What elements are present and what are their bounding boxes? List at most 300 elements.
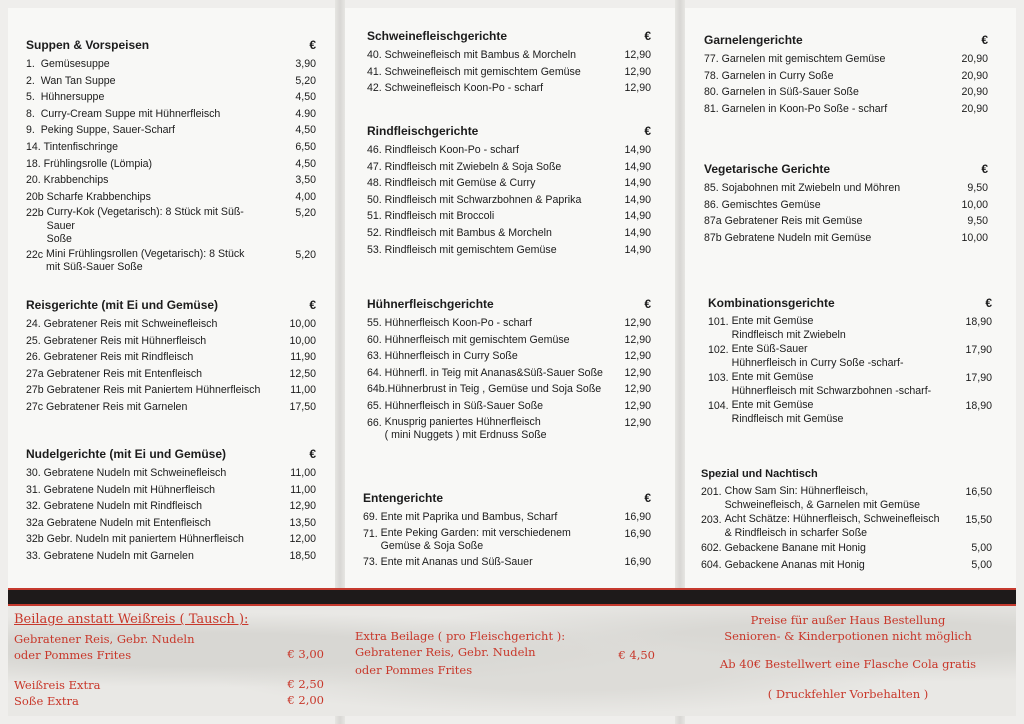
item-name: Gebratene Nudeln mit Schweinefleisch: [43, 467, 227, 479]
menu-item: [704, 213, 988, 230]
menu-item-text: [708, 314, 948, 342]
menu-item-text: [26, 482, 272, 499]
weissreis-label: Weißreis Extra: [14, 678, 101, 692]
item-price: 5,00: [971, 542, 992, 554]
item-number: 51.: [367, 210, 385, 223]
menu-item-text: [26, 382, 272, 399]
item-number: 22b: [26, 207, 47, 220]
item-name: Garnelen mit gemischtem Gemüse: [721, 53, 886, 65]
menu-item-text: [26, 89, 272, 106]
item-name: Ente Peking Garden: mit verschiedenem Gemüse & Soja Soße: [380, 526, 571, 553]
item-number: 85.: [704, 182, 722, 194]
item-number: 64.: [367, 366, 385, 379]
item-number: 24.: [26, 318, 44, 330]
item-price: 20,90: [961, 86, 988, 99]
item-name: Rindfleisch mit Bambus & Morcheln: [384, 226, 552, 239]
item-name: Schweinefleisch Koon-Po - scharf: [384, 82, 544, 95]
menu-item-text: [708, 342, 948, 370]
weissreis-price: € 2,50: [287, 677, 324, 691]
item-price: 12,90: [624, 65, 651, 78]
menu-item-text: [367, 348, 607, 365]
section-suppen: [26, 38, 316, 275]
menu-item: [26, 56, 316, 73]
menu-item-text: [701, 512, 948, 540]
menu-item: [26, 139, 316, 156]
item-number: 104.: [708, 400, 732, 412]
item-name: Garnelen in Süß-Sauer Soße: [721, 86, 859, 99]
item-name: Rindfleisch mit gemischtem Gemüse: [384, 243, 557, 256]
item-number: 32a: [26, 516, 47, 529]
item-name: Peking Suppe, Sauer-Scharf: [40, 124, 176, 137]
item-number: 41.: [367, 65, 385, 78]
extra-line: Extra Beilage ( pro Fleischgericht ):: [355, 629, 566, 643]
item-name: Gebratener Reis mit Entenfleisch: [46, 367, 203, 380]
footer: [8, 606, 1016, 716]
extra-line: Gebratener Reis, Gebr. Nudeln: [355, 645, 536, 659]
menu-item: [26, 465, 316, 482]
item-price: 20,90: [961, 53, 988, 65]
item-price: 14,90: [624, 226, 651, 239]
menu-item: [26, 247, 316, 275]
item-price: 17,90: [965, 372, 992, 384]
menu-item: [363, 526, 651, 554]
item-price: 12,90: [289, 500, 316, 513]
item-price: 4,50: [295, 157, 316, 170]
item-number: 80.: [704, 86, 722, 99]
item-price: 14,90: [624, 193, 651, 206]
menu-item: [26, 531, 316, 548]
menu-item-text: [701, 484, 948, 512]
section-nudelgerichte: [26, 447, 316, 565]
menu-item: [363, 554, 651, 571]
item-name: Gebratener Reis mit Garnelen: [46, 400, 188, 413]
item-price: 12,90: [624, 82, 651, 95]
menu-item-text: [26, 122, 272, 139]
sosse-price: € 2,00: [287, 693, 324, 707]
item-price: 16,90: [624, 555, 651, 568]
menu-item-text: [26, 106, 272, 123]
menu-item: [708, 370, 992, 398]
menu-item-text: [26, 366, 272, 383]
item-price: 12,90: [624, 416, 651, 429]
item-name: Gebratener Reis mit Schweinefleisch: [43, 318, 218, 330]
item-number: 48.: [367, 177, 385, 190]
item-name: Gebr. Nudeln mit paniertem Hühnerfleisch: [46, 533, 244, 546]
menu-item: [26, 189, 316, 206]
item-name: Sojabohnen mit Zwiebeln und Möhren: [721, 182, 901, 194]
item-name: Gebratene Nudeln mit Gemüse: [724, 231, 872, 244]
item-price: 10,00: [289, 318, 316, 330]
item-name: Hühnerfl. in Teig mit Ananas&Süß-Sauer Soße: [384, 366, 603, 379]
item-number: 69.: [363, 511, 381, 523]
beilage-line: oder Pommes Frites: [14, 648, 132, 662]
menu-item-text: [26, 156, 272, 173]
menu-item: [367, 192, 651, 209]
item-name: Curry-Cream Suppe mit Hühnerfleisch: [40, 107, 221, 120]
section-entengerichte: [363, 491, 651, 570]
item-price: 11,00: [290, 467, 316, 479]
menu-item: [367, 175, 651, 192]
currency-label: €: [309, 38, 316, 52]
item-number: 5.: [26, 91, 41, 104]
item-name: Curry-Kok (Vegetarisch): 8 Stück mit Süß-Sauer Soße: [46, 206, 244, 246]
menu-item-text: [704, 51, 944, 68]
menu-item: [367, 332, 651, 349]
item-number: 26.: [26, 351, 44, 364]
menu-item-text: [367, 80, 607, 97]
item-name: Rindfleisch mit Zwiebeln & Soja Soße: [384, 160, 562, 173]
item-price: 12,90: [624, 366, 651, 379]
menu-item-text: [701, 540, 948, 557]
menu-item-text: [26, 139, 272, 156]
section-spezial: [701, 468, 992, 573]
item-price: 9,50: [967, 215, 988, 228]
item-name: Ente mit Gemüse Hühnerfleisch mit Schwarzbohnen -scharf-: [731, 371, 932, 397]
item-name: Garnelen in Curry Soße: [721, 69, 834, 82]
item-number: 201.: [701, 486, 725, 498]
footer-info: [688, 612, 1008, 702]
item-name: Gebratene Nudeln mit Rindfleisch: [43, 500, 203, 513]
item-number: 14.: [26, 140, 44, 153]
currency-label: €: [309, 447, 316, 461]
item-name: Gemischtes Gemüse: [721, 198, 821, 211]
menu-item: [708, 314, 992, 342]
item-name: Acht Schätze: Hühnerfleisch, Schweinefleisch & Rindfleisch in scharfer Soße: [724, 513, 940, 539]
item-price: 18,50: [289, 549, 316, 562]
item-name: Gemüsesuppe: [40, 58, 110, 70]
section-title: Vegetarische Gerichte: [704, 162, 831, 176]
item-price: 14,90: [624, 144, 651, 156]
item-number: 203.: [701, 514, 725, 526]
item-number: 42.: [367, 82, 385, 95]
item-price: 12,90: [624, 317, 651, 329]
menu-item-text: [367, 365, 607, 382]
item-number: 81.: [704, 102, 722, 115]
menu-item-text: [704, 180, 944, 197]
menu-item: [367, 208, 651, 225]
menu-item: [704, 51, 988, 68]
menu-item-text: [704, 84, 944, 101]
item-number: 53.: [367, 243, 385, 256]
item-number: 20.: [26, 174, 44, 187]
item-price: 3,90: [295, 58, 316, 70]
menu-item: [26, 73, 316, 90]
menu-item-text: [363, 554, 607, 571]
menu-item: [701, 484, 992, 512]
menu-item: [367, 242, 651, 259]
menu-item-text: [363, 509, 607, 526]
item-price: 12,90: [624, 350, 651, 363]
item-price: 18,90: [965, 316, 992, 328]
item-name: Rindfleisch mit Broccoli: [384, 210, 495, 223]
menu-item: [367, 80, 651, 97]
item-price: 16,90: [624, 527, 651, 540]
item-number: 32b: [26, 533, 47, 546]
item-number: 60.: [367, 333, 385, 346]
item-number: 18.: [26, 157, 44, 170]
info-line: Senioren- & Kinderpotionen nicht möglich: [724, 629, 972, 643]
menu-item: [26, 172, 316, 189]
menu-item-text: [701, 557, 948, 574]
item-number: 2.: [26, 74, 41, 87]
item-price: 20,90: [961, 69, 988, 82]
item-number: 31.: [26, 483, 44, 496]
menu-item: [367, 47, 651, 64]
menu-item-text: [704, 230, 944, 247]
beilage-line: Gebratener Reis, Gebr. Nudeln: [14, 632, 195, 646]
menu-item-text: [26, 498, 272, 515]
item-name: Mini Frühlingsrollen (Vegetarisch): 8 Stück mit Süß-Sauer Soße: [46, 247, 245, 274]
section-vegetarisch: [704, 162, 988, 246]
currency-label: €: [985, 296, 992, 310]
menu-item-text: [26, 465, 272, 482]
item-price: 3,50: [295, 174, 316, 187]
info-line: Preise für außer Haus Bestellung: [750, 613, 946, 627]
menu-item-text: [367, 242, 607, 259]
currency-label: €: [309, 298, 316, 312]
menu-item-text: [704, 68, 944, 85]
menu-item: [367, 398, 651, 415]
section-title: Hühnerfleischgerichte: [367, 297, 494, 311]
menu-item-text: [26, 399, 272, 416]
item-number: 22c: [26, 248, 47, 261]
menu-item: [367, 381, 651, 398]
item-name: Hühnerbrust in Teig , Gemüse und Soja Soße: [387, 383, 602, 396]
item-name: Gebratene Nudeln mit Entenfleisch: [46, 516, 211, 529]
currency-label: €: [644, 124, 651, 138]
menu-item-text: [367, 332, 607, 349]
item-number: 27c: [26, 400, 47, 413]
sosse-label: Soße Extra: [14, 694, 79, 708]
item-number: 77.: [704, 53, 722, 65]
item-price: 12,50: [289, 367, 316, 380]
menu-item: [708, 398, 992, 426]
item-name: Gebackene Banane mit Honig: [724, 542, 866, 554]
item-number: 40.: [367, 49, 385, 61]
beilage-title: Beilage anstatt Weißreis ( Tausch ):: [14, 612, 249, 627]
item-price: 12,90: [624, 399, 651, 412]
item-price: 5,20: [295, 74, 316, 87]
menu-item-text: [704, 213, 944, 230]
item-number: 101.: [708, 316, 732, 328]
extra-price: € 4,50: [618, 648, 655, 662]
item-number: 86.: [704, 198, 722, 211]
item-name: Scharfe Krabbenchips: [46, 190, 151, 203]
item-name: Rindfleisch mit Gemüse & Curry: [384, 177, 536, 190]
item-price: 14,90: [624, 243, 651, 256]
item-number: 78.: [704, 69, 722, 82]
item-price: 13,50: [289, 516, 316, 529]
item-name: Hühnersuppe: [40, 91, 105, 104]
item-price: 14,90: [624, 160, 651, 173]
menu-item-text: [367, 159, 607, 176]
item-price: 4,50: [295, 91, 316, 104]
menu-item: [26, 548, 316, 565]
menu-item-text: [367, 47, 607, 64]
menu-item: [701, 540, 992, 557]
menu-item-text: [26, 73, 272, 90]
item-number: 71.: [363, 527, 381, 540]
section-garnelen: [704, 33, 988, 117]
item-name: Ente mit Paprika und Bambus, Scharf: [380, 511, 558, 523]
item-name: Hühnerfleisch in Curry Soße: [384, 350, 518, 363]
menu-item: [704, 180, 988, 197]
menu-item-text: [367, 225, 607, 242]
menu-item: [701, 512, 992, 540]
section-title: Entengerichte: [363, 491, 444, 505]
item-number: 55.: [367, 317, 385, 329]
menu-item: [26, 399, 316, 416]
item-price: 10,00: [289, 334, 316, 347]
item-price: 6,50: [295, 140, 316, 153]
menu-item-text: [26, 548, 272, 565]
item-number: 52.: [367, 226, 385, 239]
item-price: 15,50: [965, 514, 992, 526]
menu-item: [367, 159, 651, 176]
item-number: 27a: [26, 367, 47, 380]
section-title: Suppen & Vorspeisen: [26, 38, 150, 52]
extra-line: oder Pommes Frites: [355, 663, 473, 677]
item-name: Knusprig paniertes Hühnerfleisch ( mini Nuggets ) mit Erdnuss Soße: [384, 415, 547, 442]
item-number: 33.: [26, 549, 44, 562]
item-name: Tintenfischringe: [43, 140, 119, 153]
section-title: Rindfleischgerichte: [367, 124, 479, 138]
section-title: Spezial und Nachtisch: [701, 468, 818, 480]
item-name: Hühnerfleisch mit gemischtem Gemüse: [384, 333, 570, 346]
menu-item-text: [26, 515, 272, 532]
section-schweinefleisch: [367, 29, 651, 97]
item-price: 10,00: [961, 198, 988, 211]
item-price: 17,90: [965, 344, 992, 356]
menu-item: [704, 230, 988, 247]
menu-item-text: [26, 316, 272, 333]
item-price: 5,20: [295, 207, 316, 220]
menu-item: [367, 225, 651, 242]
section-title: Schweinefleischgerichte: [367, 29, 508, 43]
item-name: Gebackene Ananas mit Honig: [724, 558, 865, 571]
menu-item: [26, 515, 316, 532]
menu-item-text: [367, 381, 607, 398]
item-name: Ente Süß-Sauer Hühnerfleisch in Curry Soße -scharf-: [731, 343, 904, 369]
item-number: 73.: [363, 555, 381, 568]
section-kombination: [708, 296, 992, 426]
item-number: 1.: [26, 58, 41, 70]
menu-item: [26, 89, 316, 106]
item-name: Rindfleisch Koon-Po - scharf: [384, 144, 519, 156]
item-number: 63.: [367, 350, 385, 363]
item-price: 17,50: [289, 400, 316, 413]
menu-item-text: [367, 175, 607, 192]
item-name: Schweinefleisch mit Bambus & Morcheln: [384, 49, 577, 61]
menu-item: [26, 205, 316, 247]
item-name: Gebratene Nudeln mit Hühnerfleisch: [43, 483, 216, 496]
menu-item: [26, 482, 316, 499]
menu-item: [26, 156, 316, 173]
item-number: 604.: [701, 558, 725, 571]
beilage-price: € 3,00: [287, 647, 324, 661]
menu-item: [26, 498, 316, 515]
item-price: 12,90: [624, 383, 651, 396]
item-name: Krabbenchips: [43, 174, 109, 187]
item-price: 16,90: [624, 511, 651, 523]
footer-beilage: [14, 606, 324, 709]
section-title: Nudelgerichte (mit Ei und Gemüse): [26, 447, 227, 461]
item-name: Ente mit Gemüse Rindfleisch mit Zwiebeln: [731, 315, 846, 341]
section-huehnerfleisch: [367, 297, 651, 443]
menu-item-text: [367, 315, 607, 332]
item-name: Gebratener Reis mit Hühnerfleisch: [43, 334, 207, 347]
menu-item: [704, 101, 988, 118]
item-number: 103.: [708, 372, 732, 384]
menu-item: [363, 509, 651, 526]
menu-item-text: [26, 349, 272, 366]
menu-item: [367, 348, 651, 365]
item-price: 12,90: [624, 49, 651, 61]
menu-item: [367, 315, 651, 332]
currency-label: €: [644, 29, 651, 43]
menu-item: [367, 142, 651, 159]
item-name: Ente mit Ananas und Süß-Sauer: [380, 555, 533, 568]
item-price: 12,90: [624, 333, 651, 346]
item-price: 14,90: [624, 177, 651, 190]
item-number: 66.: [367, 416, 385, 429]
menu-item-text: [367, 398, 607, 415]
menu-item-text: [367, 142, 607, 159]
currency-label: €: [644, 491, 651, 505]
item-number: 27b: [26, 384, 47, 397]
item-name: Chow Sam Sin: Hühnerfleisch, Schweinefleisch, & Garnelen mit Gemüse: [724, 485, 921, 511]
menu-item: [26, 122, 316, 139]
item-number: 9.: [26, 124, 41, 137]
item-price: 12,00: [289, 533, 316, 546]
item-number: 8.: [26, 107, 41, 120]
currency-label: €: [644, 297, 651, 311]
currency-label: €: [981, 33, 988, 47]
item-price: 5,20: [295, 248, 316, 261]
item-price: 9,50: [967, 182, 988, 194]
item-price: 4,00: [295, 190, 316, 203]
menu-item-text: [26, 56, 272, 73]
item-number: 87a: [704, 215, 725, 228]
menu-item-text: [704, 197, 944, 214]
menu-item-text: [367, 208, 607, 225]
menu-item-text: [367, 64, 607, 81]
item-price: 16,50: [965, 486, 992, 498]
menu-item-text: [367, 192, 607, 209]
item-name: Schweinefleisch mit gemischtem Gemüse: [384, 65, 581, 78]
info-line: Ab 40€ Bestellwert eine Flasche Cola gratis: [719, 657, 977, 671]
item-price: 4,50: [295, 124, 316, 137]
menu-item: [708, 342, 992, 370]
item-name: Wan Tan Suppe: [40, 74, 116, 87]
item-price: 4.90: [295, 107, 316, 120]
item-name: Gebratene Nudeln mit Garnelen: [43, 549, 194, 562]
item-name: Gebratener Reis mit Rindfleisch: [43, 351, 194, 364]
section-reisgerichte: [26, 298, 316, 416]
menu-item: [26, 316, 316, 333]
item-number: 32.: [26, 500, 44, 513]
menu-item-text: [26, 205, 272, 247]
item-number: 65.: [367, 399, 385, 412]
item-number: 20b: [26, 190, 47, 203]
section-title: Reisgerichte (mit Ei und Gemüse): [26, 298, 219, 312]
item-name: Ente mit Gemüse Rindfleisch mit Gemüse: [731, 399, 844, 425]
menu-item: [704, 68, 988, 85]
item-name: Hühnerfleisch Koon-Po - scharf: [384, 317, 532, 329]
menu-item-text: [26, 189, 272, 206]
item-name: Frühlingsrolle (Lömpia): [43, 157, 153, 170]
menu-item-text: [708, 370, 948, 398]
